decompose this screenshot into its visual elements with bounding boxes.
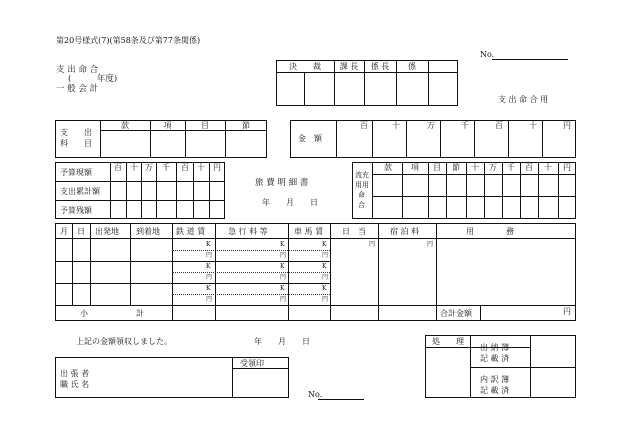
total-amount-label: 合計金額 (440, 309, 472, 318)
header-day: 日 (77, 227, 85, 236)
budget-unit-thousand: 千 (162, 163, 170, 172)
traveler-label-1: 出 張 者 (60, 369, 90, 378)
express-yen-unit-2: 円 (280, 274, 287, 281)
budget-remaining-label: 予算残額 (60, 206, 92, 215)
amount-unit-hundred: 百 (495, 121, 503, 130)
cashbook-stamp-field[interactable] (531, 336, 575, 367)
budget-unit-yen: 円 (213, 163, 221, 172)
header-car-fare: 車 馬 賃 (294, 227, 324, 236)
usage-label: 支 出 命 合 用 (498, 95, 549, 104)
budget-current-field[interactable] (111, 173, 224, 181)
title-line-1: 支 出 命 合 (56, 65, 99, 75)
receipt-date: 年 月 日 (254, 337, 310, 346)
diversion-unit-man: 万 (489, 163, 497, 172)
header-arrival: 到着地 (136, 227, 160, 236)
railway-yen-unit-3: 円 (206, 296, 213, 303)
diversion-label-4: 合 (358, 201, 365, 209)
amount-unit-ten-thousand: 万 (427, 121, 435, 130)
budget-current-label: 予算現額 (60, 168, 92, 177)
lodging-yen-unit: 円 (427, 241, 434, 248)
railway-k-unit-1: K (206, 241, 211, 248)
diversion-unit-yen: 円 (563, 163, 571, 172)
detail-row-2[interactable] (56, 262, 575, 283)
receipt-statement: 上記の金額領収しました。 (76, 337, 172, 346)
cashbook-recorded: 記 載 済 (480, 354, 510, 363)
diversion-unit-thousand: 千 (507, 163, 515, 172)
ledger-stamp-field[interactable] (531, 368, 575, 397)
account-kou-field[interactable] (151, 131, 185, 157)
section-chief-stamp[interactable] (335, 73, 364, 105)
receipt-seal-field[interactable] (233, 369, 288, 397)
account-kan-field[interactable] (101, 131, 150, 157)
budget-unit-hundred-1: 百 (114, 163, 122, 172)
railway-yen-unit-1: 円 (206, 252, 213, 259)
subsection-chief-header: 係 長 (370, 62, 390, 71)
section-chief-header: 課 長 (339, 62, 359, 71)
account-col-kan: 款 (121, 121, 129, 130)
staff-header: 係 (408, 62, 416, 71)
seal-label: 受領印 (240, 359, 264, 368)
total-amount-field[interactable] (481, 306, 575, 320)
amount-field[interactable] (337, 131, 575, 157)
car-yen-unit-3: 円 (322, 296, 329, 303)
account-col-kou: 項 (163, 121, 172, 130)
header-daily-allowance: 日 当 (342, 227, 366, 236)
account-moku-field[interactable] (186, 131, 225, 157)
detail-row-3[interactable] (56, 284, 575, 305)
car-k-unit-2: K (322, 263, 327, 270)
fiscal-year-line: ( 年度) (68, 74, 118, 84)
diversion-col-moku: 目 (433, 163, 441, 172)
receipt-number-label: No. (308, 390, 323, 399)
daily-yen-unit: 円 (369, 241, 376, 248)
traveler-name-field[interactable] (105, 358, 231, 397)
budget-unit-ten-1: 十 (130, 163, 138, 172)
document-number-field[interactable] (492, 59, 568, 60)
header-month: 月 (60, 227, 68, 236)
express-k-unit-2: K (280, 263, 285, 270)
express-yen-unit-3: 円 (280, 296, 287, 303)
railway-k-unit-2: K (206, 263, 211, 270)
total-yen-unit: 円 (563, 307, 571, 316)
ledger-label: 内 訳 簿 (480, 375, 510, 384)
express-k-unit-3: K (280, 285, 285, 292)
diversion-col-kan: 款 (384, 163, 392, 172)
account-setsu-field[interactable] (226, 131, 266, 157)
header-railway-fare: 鉄 道 賃 (176, 227, 206, 236)
diversion-label-2: 用用 (355, 181, 369, 189)
account-label-2: 科 目 (60, 139, 92, 148)
account-label-1: 支 出 (60, 128, 92, 137)
diversion-unit-ten-1: 十 (471, 163, 479, 172)
railway-k-unit-3: K (206, 285, 211, 292)
car-k-unit-1: K (322, 241, 327, 248)
car-yen-unit-1: 円 (322, 252, 329, 259)
amount-unit-yen: 円 (563, 121, 571, 130)
account-col-moku: 目 (201, 121, 209, 130)
budget-unit-man: 万 (145, 163, 153, 172)
diversion-row-2-field[interactable] (373, 197, 575, 218)
document-number-label: No. (480, 50, 495, 59)
amount-unit-hundred-million: 百 (360, 121, 368, 130)
subsection-chief-stamp[interactable] (365, 73, 396, 105)
header-express-fee: 急 行 料 等 (228, 227, 268, 236)
travel-statement-title: 旅 費 明 細 書 (255, 178, 309, 188)
budget-unit-hundred-2: 百 (181, 163, 189, 172)
account-col-setsu: 節 (242, 121, 250, 130)
approval-stamp-cell-1[interactable] (277, 73, 304, 105)
diversion-col-setsu: 節 (452, 163, 460, 172)
diversion-label-3: 命 (358, 191, 365, 199)
budget-cumulative-label: 支出累計額 (60, 187, 100, 196)
amount-unit-thousand: 千 (461, 121, 469, 130)
detail-row-1[interactable] (56, 239, 575, 261)
diversion-label-1: 流充 (355, 171, 369, 179)
subtotal-label: 小 計 (80, 309, 144, 318)
diversion-unit-hundred: 百 (525, 163, 533, 172)
approval-stamp-cell-2[interactable] (305, 73, 334, 105)
staff-stamp[interactable] (397, 73, 428, 105)
express-k-unit-1: K (280, 241, 285, 248)
budget-unit-ten-2: 十 (197, 163, 205, 172)
header-departure: 出発地 (95, 227, 119, 236)
form-title: 第20号様式(7)(第58条及び第77条関係) (56, 36, 201, 45)
car-yen-unit-2: 円 (322, 274, 329, 281)
diversion-col-kou: 項 (411, 163, 419, 172)
railway-yen-unit-2: 円 (206, 274, 213, 281)
amount-label: 金 額 (298, 134, 322, 143)
traveler-label-2: 職 氏 名 (60, 380, 90, 389)
amount-unit-ten: 十 (529, 121, 537, 130)
diversion-unit-ten-2: 十 (544, 163, 552, 172)
diversion-row-1-field[interactable] (373, 175, 575, 196)
amount-unit-ten-million: 十 (392, 121, 400, 130)
approval-header: 決 裁 (289, 62, 321, 71)
general-account-line: 一 般 会 計 (56, 84, 99, 94)
car-k-unit-3: K (322, 285, 327, 292)
ledger-recorded: 記 載 済 (480, 386, 510, 395)
cashbook-label: 出 納 簿 (480, 343, 510, 352)
statement-date: 年 月 日 (262, 198, 318, 207)
budget-remaining-field[interactable] (111, 201, 224, 218)
header-business: 用 務 (466, 227, 514, 236)
processing-label: 処 理 (432, 337, 464, 346)
header-lodging: 宿 泊 料 (390, 227, 420, 236)
budget-cumulative-field[interactable] (111, 182, 224, 200)
express-yen-unit-1: 円 (280, 252, 287, 259)
